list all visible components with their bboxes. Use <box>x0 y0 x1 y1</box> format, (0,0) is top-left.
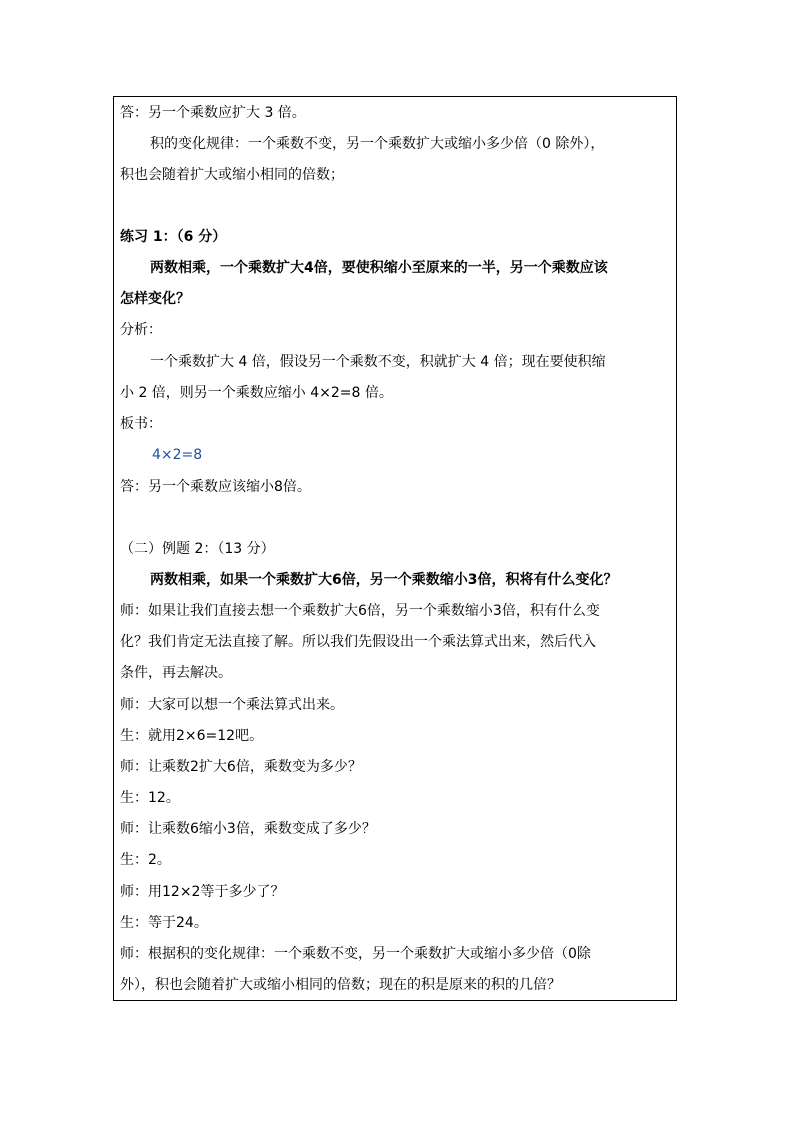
dialogue-line-10: 师：用12×2等于多少了？ <box>120 884 285 900</box>
dialogue-line-11: 生：等于24。 <box>120 915 208 931</box>
exercise-question-2: 怎样变化？ <box>120 291 190 307</box>
dialogue-line-6: 师：让乘数2扩大6倍，乘数变为多少？ <box>120 759 362 775</box>
example-2-question: 两数相乘，如果一个乘数扩大6倍，另一个乘数缩小3倍，积将有什么变化？ <box>150 572 618 588</box>
dialogue-line-4: 师：大家可以想一个乘法算式出来。 <box>120 697 344 713</box>
dialogue-line-8: 师：让乘数6缩小3倍，乘数变成了多少？ <box>120 821 376 837</box>
dialogue-line-3: 条件，再去解决。 <box>120 665 232 681</box>
dialogue-line-5: 生：就用2×6=12吧。 <box>120 728 264 744</box>
board-formula: 4×2=8 <box>152 447 203 463</box>
dialogue-line-9: 生：2。 <box>120 852 171 868</box>
dialogue-line-12: 师：根据积的变化规律：一个乘数不变，另一个乘数扩大或缩小多少倍（0除 <box>120 946 591 962</box>
example-2-heading: （二）例题 2：（13 分） <box>120 541 275 557</box>
rule-line-1: 积的变化规律：一个乘数不变，另一个乘数扩大或缩小多少倍（0 除外）， <box>150 136 605 152</box>
dialogue-line-2: 化？我们肯定无法直接了解。所以我们先假设出一个乘法算式出来，然后代入 <box>120 634 596 650</box>
rule-line-2: 积也会随着扩大或缩小相同的倍数； <box>120 167 344 183</box>
dialogue-line-1: 师：如果让我们直接去想一个乘数扩大6倍，另一个乘数缩小3倍，积有什么变 <box>120 603 600 619</box>
analysis-line-1: 一个乘数扩大 4 倍，假设另一个乘数不变，积就扩大 4 倍；现在要使积缩 <box>150 354 606 370</box>
dialogue-line-13: 外），积也会随着扩大或缩小相同的倍数；现在的积是原来的积的几倍？ <box>120 977 561 993</box>
answer-line-1: 答：另一个乘数应扩大 3 倍。 <box>120 105 306 121</box>
exercise-answer: 答：另一个乘数应该缩小8倍。 <box>120 479 311 495</box>
exercise-question-1: 两数相乘，一个乘数扩大4倍，要使积缩小至原来的一半，另一个乘数应该 <box>150 260 608 276</box>
analysis-label: 分析： <box>120 322 162 338</box>
dialogue-line-7: 生：12。 <box>120 790 180 806</box>
board-label: 板书： <box>120 416 162 432</box>
exercise-heading: 练习 1：（6 分） <box>120 229 227 245</box>
analysis-line-2: 小 2 倍，则另一个乘数应缩小 4×2=8 倍。 <box>120 385 393 401</box>
